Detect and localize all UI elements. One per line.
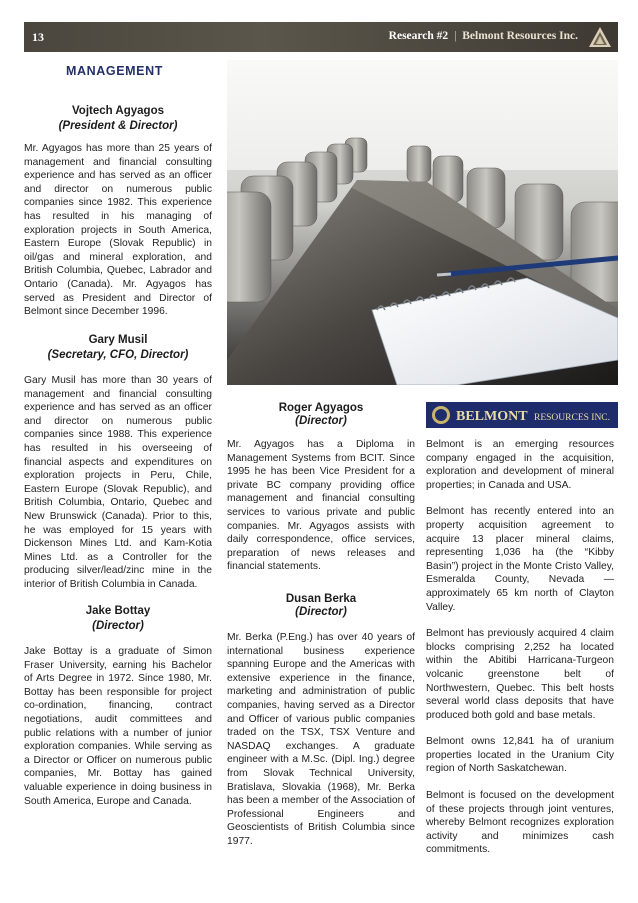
person-bio-jake: Jake Bottay is a graduate of Simon Fraser University, earning his Bachelor of Arts Degree in 1972. Since 1980, Mr. Bottay has been responsible for project co-ordination, financing, contract negotiations, audit committees and public relations with a number of junior exploration companies. While serving as a Director or Officer on numerous public companies, Mr. Bottay has gained valuable experience in doing business in South America, Europe and Canada. bbox=[24, 646, 212, 807]
person-role-vojtech: (President & Director) bbox=[58, 120, 178, 132]
person-name-jake: Jake Bottay bbox=[85, 605, 151, 617]
section-title: MANAGEMENT bbox=[66, 64, 163, 78]
person-role-dusan: (Director) bbox=[295, 606, 347, 618]
boardroom-photo bbox=[227, 60, 618, 385]
page-number: 13 bbox=[32, 30, 44, 44]
person-role-roger: (Director) bbox=[295, 415, 347, 427]
company-paragraph: Belmont has recently entered into an property acquisition agreement to acquire 13 placer mineral claims, representing 1,036 ha (the “Kibby Basin”) project in the Monte Cristo Valley, Esmeralda County, Nevada — approximately 65 km north of Clayton Valley. bbox=[426, 506, 614, 613]
company-name: Belmont Resources Inc. bbox=[462, 30, 578, 42]
mountain-logo-icon bbox=[588, 25, 612, 49]
person-role-jake: (Director) bbox=[92, 620, 144, 632]
person-name-vojtech: Vojtech Agyagos bbox=[71, 105, 165, 117]
header-title bbox=[389, 30, 578, 42]
belmont-logo-word: BELMONT bbox=[456, 409, 528, 424]
page-header bbox=[24, 22, 618, 52]
person-name-dusan: Dusan Berka bbox=[285, 593, 357, 605]
person-name-gary: Gary Musil bbox=[88, 334, 148, 346]
person-bio-dusan: Mr. Berka (P.Eng.) has over 40 years of international business experience spanning Europe and the Americas with extensive experience in the finance, marketing and administration of public companies, having served as a Director and Officer of various public companies traded on the TSX, TSX Venture and NASDAQ exchanges. A graduate engineer with a M.Sc. (Dipl. Ing.) degree from Slovak Technical University, Bratislava, Slovakia (1968), Mr. Berka has been a member of the Association of Professional Engineers and Geoscientists of British Columbia since 1977. bbox=[227, 632, 415, 847]
company-paragraph: Belmont is focused on the development of these projects through joint ventures, whereby Belmont recognizes exploration activity and minimizes cash commitments. bbox=[426, 790, 614, 856]
belmont-logo-suffix: RESOURCES INC. bbox=[534, 413, 611, 423]
person-role-gary: (Secretary, CFO, Director) bbox=[47, 349, 189, 361]
header-separator: | bbox=[454, 30, 457, 42]
person-bio-roger: Mr. Agyagos has a Diploma in Management Systems from BCIT. Since 1995 he has been Vice President for a private BC company providing office management and financial consulting services to various private and public companies. Mr. Agyagos assists with daily correspondence, office services, preparation of news releases and financial statements. bbox=[227, 439, 415, 573]
company-paragraph: Belmont owns 12,841 ha of uranium properties located in the Uranium City region of North Saskatchewan. bbox=[426, 736, 614, 775]
company-description bbox=[426, 438, 614, 870]
person-name-roger: Roger Agyagos bbox=[278, 402, 364, 414]
person-bio-vojtech: Mr. Agyagos has more than 25 years of management and financial consulting experience and has served as an officer and director on numerous public companies since 1982. This experience has resulted in his managing of exploration projects in South America, Eastern Europe (Slovak Republic) in oil/gas and mineral exploration, and British Columbia, Quebec, Labrador and Ontario (Canada). Mr. Agyagos has served as President and Director of Belmont since December 1996. bbox=[24, 143, 212, 318]
company-paragraph: Belmont is an emerging resources company engaged in the acquisition, exploration and development of mineral properties; in Canada and USA. bbox=[426, 439, 614, 491]
company-paragraph: Belmont has previously acquired 4 claim blocks comprising 2,252 ha located within the Abitibi Harricana-Turgeon volcanic greenstone belt of Northwestern, Quebec. This belt hosts several world class deposits that have produced both gold and base metals. bbox=[426, 628, 614, 721]
person-bio-gary: Gary Musil has more than 30 years of management and financial consulting experience and has served as an officer and director on numerous public companies since 1988. This experience has resulted in his overseeing of financial aspects and expenditures on exploration projects in Peru, Chile, Eastern Europe (Slovak Republic), and British Columbia, Ontario, Quebec and New Brunswick (Canada). Prior to this, he was employed for 15 years with Dickenson Mines Ltd. and Kam-Kotia Mines Ltd. as a Controller for the producing silver/lead/zinc mine in the interior of British Columbia in Canada. bbox=[24, 375, 212, 590]
belmont-logo bbox=[426, 402, 618, 428]
publication-name: Research #2 bbox=[388, 30, 449, 42]
